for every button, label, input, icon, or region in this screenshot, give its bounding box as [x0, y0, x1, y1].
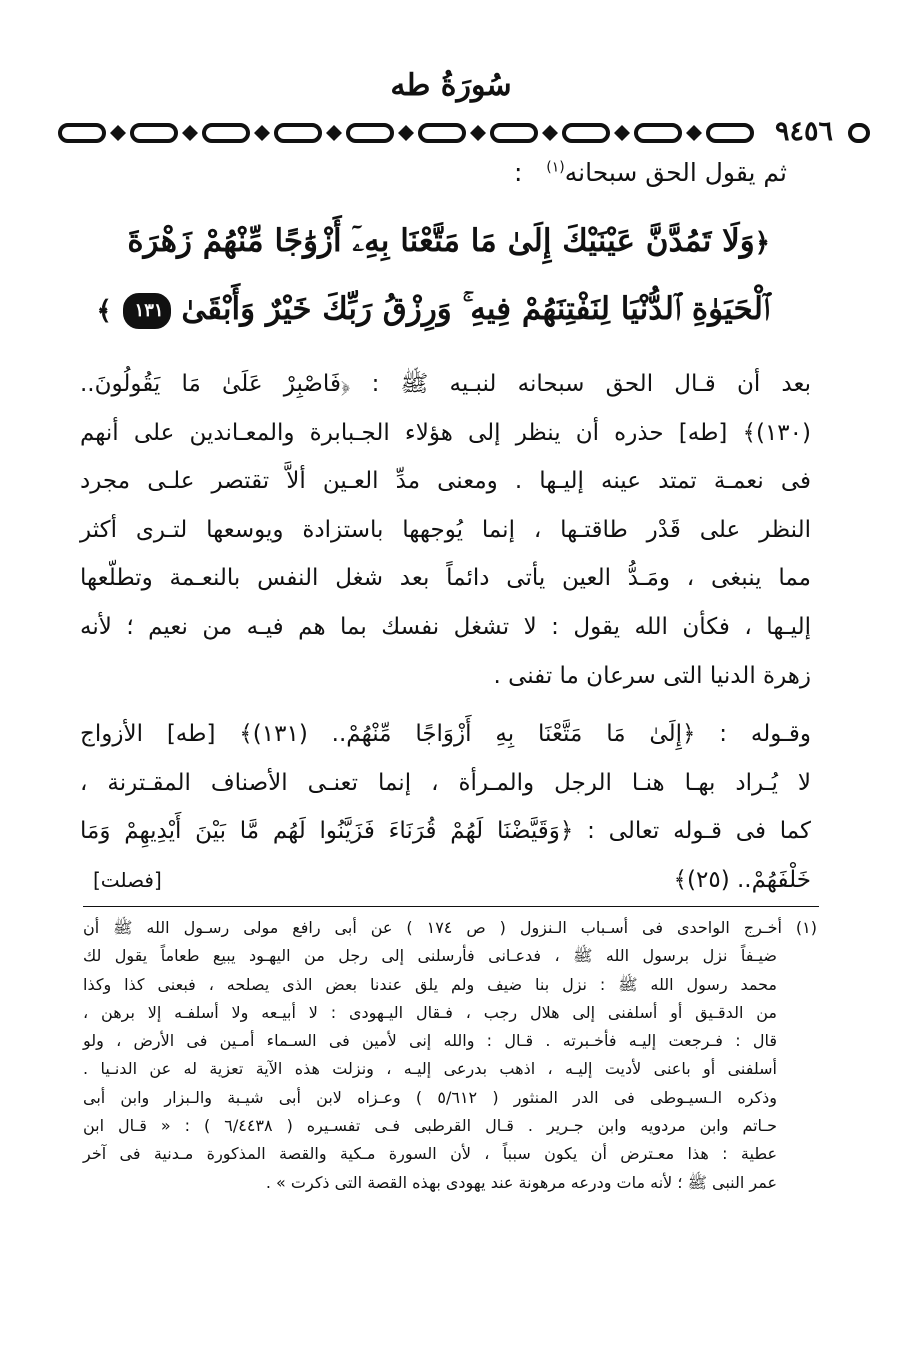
paragraph-line: كما فى قـوله تعالى : ﴿وَقَيَّضْنَا لَهُمْ قُرَنَاءَ فَزَيَّنُوا لَهُم مَّا بَيْنَ أَيْدِيهِمْ وَمَا	[80, 818, 811, 845]
paragraph-line: خَلْفَهُمْ.. (٢٥)﴾	[673, 866, 811, 893]
footnote-line: عمر النبى ﷺ ؛ لأنه مات ودرعه مرهونة عند يهودى بهذه القصة التى ذكرت » .	[265, 1172, 777, 1192]
header-ornament-end	[848, 120, 870, 146]
verse-text-line-1: وَلَا تَمُدَّنَّ عَيْنَيْكَ إِلَىٰ مَا مَتَّعْنَا بِهِۦٓ أَزْوَٰجًا مِّنْهُمْ زَهْرَةَ	[127, 223, 755, 259]
quran-verse	[96, 208, 770, 344]
footnote-line: قال : فـرجعت إليـه فأخـبرته . قـال : والله إنى لأمين فى السـماء أمـين فى الأرض ، ولو	[83, 1031, 777, 1051]
header-ornament-rule	[56, 120, 756, 146]
surah-title: سُورَةُ طه	[390, 68, 512, 103]
footnote-line: من الدقـيق أو أسلفنى إلى هلال رجب ، فـقال اليـهودى : لا أبيـعه ولا أسلفـه إلا برهن ،	[83, 1002, 777, 1022]
paragraph-line: (١٣٠)﴾ [طه] حذره أن ينظر إلى هؤلاء الجـبابرة والمعـاندين على أنهم	[80, 419, 811, 446]
footnote-line: ضيـفاً نزل برسول الله ﷺ ، فدعـانى فأرسلنى إلى رجل من اليهـود يبيع طعاماً يقول لك	[83, 946, 777, 966]
intro-colon: :	[513, 158, 523, 187]
verse-line-1	[127, 208, 770, 276]
verse-text-line-2: ٱلْحَيَوٰةِ ٱلدُّنْيَا لِنَفْتِنَهُمْ فِيهِ ۚ وَرِزْقُ رَبِّكَ خَيْرٌ وَأَبْقَىٰ	[181, 291, 770, 327]
footnote-line: عطية : هذا معـترض أن يكون سبباً ، لأن السورة مـكية والقصة المذكورة مـدنية فى آخر	[83, 1144, 777, 1164]
footnotes	[83, 914, 817, 1197]
verse-line-2	[96, 276, 770, 344]
footnote-line: حـاتم وابن مردويه وابن جـرير . قـال القرطبى فـى تفسـيره ( ٦/٤٤٣٨ ) : « قـال ابن	[83, 1116, 778, 1136]
intro-text: ثم يقول الحق سبحانه	[564, 158, 787, 187]
paragraph-line: إليـها ، فكأن الله يقول : لا تشغل نفسك بما هم فيـه من نعيم ؛ لأنه	[80, 613, 811, 640]
surah-reference-label: [فصلت]	[93, 868, 162, 892]
footnote-divider	[83, 906, 819, 907]
footnote-line: (١) أخـرج الواحدى فى أسـباب الـنزول ( ص ١٧٤ ) عن أبى رافع مولى رسـول الله ﷺ أن	[83, 918, 817, 937]
intro-line	[514, 158, 787, 187]
footnote-line: وذكره الـسيـوطى فى الدر المنثور ( ٥/٦١٢ ) وعـزاه لابن أبى شيـبة والـبزار وابن أبى	[83, 1087, 778, 1107]
footnote-reference: (١)	[546, 159, 565, 176]
paragraph-line: فى نعمـة تمتد عينه إليـها . ومعنى مدِّ العـين ألاَّ تقتصر علـى مجرد	[80, 468, 811, 495]
verse-close-ornament: ﴾	[96, 296, 112, 326]
commentary-body	[80, 360, 811, 905]
paragraph-line: وقـوله : ﴿إِلَىٰ مَا مَتَّعْنَا بِهِ أَزْوَاجًا مِّنْهُمْ.. (١٣١)﴾ [طه] الأزواج	[80, 721, 811, 748]
paragraph-line: بعد أن قـال الحق سبحانه لنبـيه ﷺ : ﴿فَاصْبِرْ عَلَىٰ مَا يَقُولُونَ..	[80, 371, 811, 397]
paragraph-line: زهرة الدنيا التى سرعان ما تفنى .	[493, 662, 811, 689]
page-number: ٩٤٥٦	[774, 116, 833, 147]
footnote-line: أسلفنى أو باعنى لأديت إليـه ، اذهب بدرعى إليـه ، ونزلت هذه الآية تعزية له عن الدنـيا .	[83, 1059, 777, 1079]
footnote-line: محمد رسول الله ﷺ : نزل بنا ضيف ولم يلق عندنا بعض الذى يصلحه ، فبعنى كذا وكذا	[83, 974, 777, 994]
paragraph-1	[80, 360, 811, 700]
paragraph-line: مما ينبغى ، ومَـدُّ العين يأتى دائماً بعد شغل النفس بالنعـمة وتطلّعها	[80, 565, 811, 592]
paragraph-line: النظر على قَدْر طاقتـها ، إنما يُوجهها باستزادة ويوسعها لتـرى أكثر	[80, 516, 811, 543]
paragraph-line: لا يُـراد بهـا هنـا الرجل والمـرأة ، إنما تعنـى الأصناف المقـترنة ،	[80, 769, 811, 796]
ayah-number-badge: ١٣١	[123, 293, 171, 329]
paragraph-2	[80, 710, 811, 904]
verse-open-ornament: ﴿	[754, 228, 770, 258]
